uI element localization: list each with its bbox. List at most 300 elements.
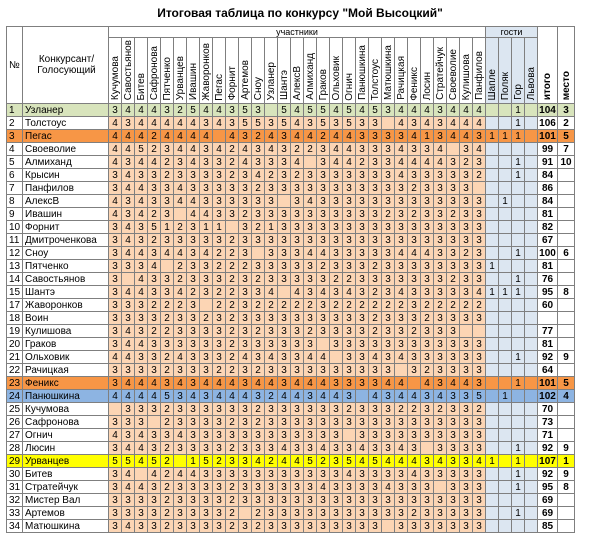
score-cell: 4 [135, 104, 148, 117]
header-judge [213, 38, 226, 104]
score-cell: 4 [200, 377, 213, 390]
score-cell: 3 [278, 338, 291, 351]
score-cell: 4 [213, 117, 226, 130]
row-total: 60 [538, 299, 558, 312]
score-cell: 3 [122, 208, 135, 221]
score-cell: 4 [434, 390, 447, 403]
score-cell: 3 [382, 104, 395, 117]
score-cell: 4 [369, 390, 382, 403]
row-number: 19 [7, 325, 23, 338]
score-cell: 4 [265, 377, 278, 390]
score-cell: 4 [226, 390, 239, 403]
score-cell: 3 [109, 507, 122, 520]
row-name: Огнич [23, 429, 109, 442]
score-cell: 3 [278, 169, 291, 182]
score-cell: 3 [356, 234, 369, 247]
row-place: 9 [558, 351, 575, 364]
score-cell: 2 [226, 494, 239, 507]
guest-score-cell: 1 [499, 195, 512, 208]
score-cell: 3 [213, 156, 226, 169]
score-cell: 4 [291, 156, 304, 169]
score-cell: 3 [343, 312, 356, 325]
guest-score-cell [512, 364, 525, 377]
score-cell: 3 [200, 156, 213, 169]
score-cell: 3 [265, 468, 278, 481]
score-cell: 3 [473, 442, 486, 455]
score-cell: 3 [408, 494, 421, 507]
score-cell: 3 [148, 351, 161, 364]
score-cell: 3 [278, 429, 291, 442]
row-place: 10 [558, 156, 575, 169]
header-judge [148, 38, 161, 104]
score-cell: 2 [382, 299, 395, 312]
score-cell: 3 [278, 182, 291, 195]
guest-score-cell [486, 494, 499, 507]
header-judge [304, 38, 317, 104]
header-judge [252, 38, 265, 104]
score-cell: 3 [343, 338, 356, 351]
score-cell: 4 [278, 442, 291, 455]
score-cell: 4 [421, 377, 434, 390]
score-cell: 3 [330, 468, 343, 481]
score-cell: 3 [395, 520, 408, 533]
score-cell: 3 [317, 221, 330, 234]
score-cell: 4 [304, 247, 317, 260]
row-name: Своеволие [23, 143, 109, 156]
score-cell: 3 [148, 286, 161, 299]
header-guest [525, 38, 538, 104]
score-cell: 2 [174, 104, 187, 117]
score-cell: 3 [278, 130, 291, 143]
header-judge [317, 38, 330, 104]
score-cell: 3 [135, 364, 148, 377]
score-cell: 3 [473, 481, 486, 494]
header-judge-label: Своеволие [447, 49, 459, 101]
score-cell: 4 [135, 286, 148, 299]
header-judge [395, 38, 408, 104]
score-cell: 3 [304, 429, 317, 442]
score-cell: 3 [239, 286, 252, 299]
score-cell: 3 [330, 312, 343, 325]
guest-score-cell [525, 169, 538, 182]
score-cell: 3 [356, 286, 369, 299]
score-cell: 3 [434, 221, 447, 234]
score-cell: 3 [278, 325, 291, 338]
row-number: 22 [7, 364, 23, 377]
table-row [7, 377, 575, 390]
score-cell: 4 [343, 143, 356, 156]
score-cell: 3 [200, 234, 213, 247]
row-total: 81 [538, 338, 558, 351]
row-name: АлексВ [23, 195, 109, 208]
score-cell: 2 [226, 442, 239, 455]
guest-score-cell [486, 104, 499, 117]
score-cell: 3 [382, 442, 395, 455]
score-cell: 2 [317, 455, 330, 468]
score-cell: 3 [395, 507, 408, 520]
score-cell: 3 [213, 195, 226, 208]
score-cell: 3 [460, 182, 473, 195]
score-cell: 3 [434, 273, 447, 286]
score-cell: 3 [473, 221, 486, 234]
score-cell: 3 [122, 364, 135, 377]
score-cell: 2 [161, 494, 174, 507]
score-cell: 3 [252, 494, 265, 507]
score-cell: 3 [213, 338, 226, 351]
score-cell: 4 [395, 156, 408, 169]
score-cell: 3 [317, 195, 330, 208]
table-row [7, 494, 575, 507]
guest-score-cell [525, 468, 538, 481]
score-cell: 3 [356, 481, 369, 494]
score-cell: 2 [174, 221, 187, 234]
score-cell: 3 [356, 130, 369, 143]
row-total: 71 [538, 429, 558, 442]
row-total: 69 [538, 507, 558, 520]
score-cell: 3 [317, 364, 330, 377]
score-cell: 3 [447, 481, 460, 494]
score-cell: 3 [473, 195, 486, 208]
score-cell: 4 [122, 351, 135, 364]
score-cell: 3 [395, 221, 408, 234]
guest-score-cell [499, 481, 512, 494]
guest-score-cell [525, 520, 538, 533]
row-total: 85 [538, 520, 558, 533]
score-cell: 3 [200, 416, 213, 429]
guest-score-cell [512, 208, 525, 221]
header-judge [278, 38, 291, 104]
score-cell: 4 [161, 117, 174, 130]
score-cell: 3 [122, 429, 135, 442]
score-cell: 3 [226, 195, 239, 208]
score-cell: 3 [213, 234, 226, 247]
score-cell: 3 [382, 234, 395, 247]
guest-score-cell [486, 221, 499, 234]
score-cell: 4 [447, 377, 460, 390]
table-row [7, 403, 575, 416]
score-cell: 3 [460, 260, 473, 273]
score-cell: 3 [356, 325, 369, 338]
row-name: Панфилов [23, 182, 109, 195]
score-cell: 3 [174, 520, 187, 533]
score-cell: 2 [213, 260, 226, 273]
score-cell: 3 [239, 273, 252, 286]
guest-score-cell [512, 195, 525, 208]
score-cell: 3 [187, 481, 200, 494]
score-cell: 3 [343, 351, 356, 364]
results-table [6, 26, 575, 533]
score-cell: 4 [122, 143, 135, 156]
score-cell: 3 [356, 403, 369, 416]
score-cell: 2 [382, 208, 395, 221]
row-number: 10 [7, 221, 23, 234]
score-cell [148, 416, 161, 429]
score-cell: 3 [473, 364, 486, 377]
score-cell: 5 [304, 104, 317, 117]
header-judge [200, 38, 213, 104]
score-cell: 3 [317, 507, 330, 520]
score-cell: 3 [252, 260, 265, 273]
guest-score-cell [525, 338, 538, 351]
guest-score-cell [486, 351, 499, 364]
score-cell: 4 [473, 104, 486, 117]
score-cell: 3 [369, 130, 382, 143]
score-cell: 3 [356, 416, 369, 429]
score-cell: 3 [460, 507, 473, 520]
score-cell: 4 [408, 390, 421, 403]
score-cell: 2 [434, 403, 447, 416]
score-cell: 3 [252, 442, 265, 455]
score-cell: 3 [343, 234, 356, 247]
guest-score-cell [486, 481, 499, 494]
row-total: 99 [538, 143, 558, 156]
score-cell: 4 [109, 156, 122, 169]
score-cell: 4 [122, 234, 135, 247]
score-cell: 3 [265, 507, 278, 520]
score-cell: 3 [239, 416, 252, 429]
guest-score-cell [525, 312, 538, 325]
score-cell: 3 [434, 247, 447, 260]
score-cell: 2 [226, 416, 239, 429]
row-place: 4 [558, 390, 575, 403]
score-cell: 2 [291, 299, 304, 312]
guest-score-cell [499, 156, 512, 169]
guest-score-cell [486, 520, 499, 533]
score-cell: 4 [395, 286, 408, 299]
guest-score-cell [499, 104, 512, 117]
score-cell: 4 [317, 390, 330, 403]
score-cell: 3 [421, 494, 434, 507]
score-cell: 3 [109, 312, 122, 325]
score-cell: 2 [239, 208, 252, 221]
score-cell: 3 [356, 221, 369, 234]
score-cell: 4 [174, 468, 187, 481]
score-cell: 3 [174, 169, 187, 182]
score-cell: 3 [252, 234, 265, 247]
row-name: Граков [23, 338, 109, 351]
score-cell: 3 [408, 117, 421, 130]
score-cell: 4 [395, 442, 408, 455]
score-cell: 3 [317, 468, 330, 481]
score-cell: 3 [408, 221, 421, 234]
score-cell: 3 [473, 208, 486, 221]
row-number: 34 [7, 520, 23, 533]
row-total: 81 [538, 260, 558, 273]
score-cell: 4 [109, 351, 122, 364]
score-cell: 4 [187, 208, 200, 221]
header-judge [473, 38, 486, 104]
guest-score-cell [486, 299, 499, 312]
score-cell [213, 130, 226, 143]
score-cell: 3 [382, 338, 395, 351]
score-cell: 3 [395, 325, 408, 338]
score-cell: 3 [304, 442, 317, 455]
guest-score-cell [525, 442, 538, 455]
header-judge-label: Панфилов [473, 51, 485, 101]
score-cell: 3 [135, 299, 148, 312]
score-cell: 3 [408, 169, 421, 182]
score-cell: 3 [447, 364, 460, 377]
header-guest-label: Гор [512, 84, 524, 101]
score-cell: 3 [447, 455, 460, 468]
score-cell: 3 [317, 416, 330, 429]
score-cell: 4 [135, 455, 148, 468]
score-cell: 3 [174, 312, 187, 325]
score-cell: 3 [460, 169, 473, 182]
score-cell: 3 [122, 156, 135, 169]
score-cell: 3 [330, 481, 343, 494]
score-cell: 5 [200, 455, 213, 468]
score-cell: 4 [174, 130, 187, 143]
score-cell: 3 [291, 195, 304, 208]
score-cell: 2 [369, 260, 382, 273]
score-cell: 3 [174, 156, 187, 169]
score-cell: 4 [174, 351, 187, 364]
score-cell: 3 [200, 143, 213, 156]
guest-score-cell [499, 143, 512, 156]
guest-score-cell: 1 [512, 247, 525, 260]
score-cell: 3 [473, 351, 486, 364]
score-cell: 3 [356, 364, 369, 377]
score-cell: 3 [252, 312, 265, 325]
score-cell: 4 [278, 390, 291, 403]
score-cell: 3 [473, 429, 486, 442]
score-cell: 4 [421, 247, 434, 260]
score-cell: 4 [447, 130, 460, 143]
score-cell: 3 [356, 494, 369, 507]
score-cell: 2 [226, 312, 239, 325]
score-cell: 3 [187, 234, 200, 247]
score-cell: 4 [356, 104, 369, 117]
row-total: 64 [538, 364, 558, 377]
score-cell: 3 [213, 468, 226, 481]
score-cell: 4 [122, 390, 135, 403]
score-cell: 4 [122, 481, 135, 494]
score-cell: 3 [317, 325, 330, 338]
score-cell: 3 [317, 403, 330, 416]
score-cell: 2 [226, 325, 239, 338]
score-cell: 3 [239, 520, 252, 533]
score-cell: 3 [174, 403, 187, 416]
score-cell: 2 [473, 403, 486, 416]
row-name: Пятченко [23, 260, 109, 273]
score-cell: 2 [213, 455, 226, 468]
score-cell: 3 [200, 273, 213, 286]
score-cell: 3 [343, 364, 356, 377]
score-cell: 3 [330, 442, 343, 455]
guest-score-cell [525, 286, 538, 299]
score-cell: 3 [421, 325, 434, 338]
score-cell: 3 [395, 195, 408, 208]
score-cell: 3 [369, 481, 382, 494]
score-cell: 3 [460, 195, 473, 208]
score-cell: 3 [252, 429, 265, 442]
guest-score-cell: 1 [512, 442, 525, 455]
header-judge-label: Битев [135, 72, 147, 101]
score-cell: 2 [395, 403, 408, 416]
row-number: 4 [7, 143, 23, 156]
score-cell: 3 [330, 455, 343, 468]
score-cell: 5 [109, 455, 122, 468]
score-cell: 3 [174, 390, 187, 403]
score-cell: 4 [304, 130, 317, 143]
score-cell [174, 455, 187, 468]
score-cell: 3 [239, 312, 252, 325]
row-number: 17 [7, 299, 23, 312]
score-cell: 4 [174, 143, 187, 156]
score-cell: 2 [317, 260, 330, 273]
score-cell: 2 [226, 156, 239, 169]
score-cell: 4 [304, 377, 317, 390]
guest-score-cell: 1 [486, 260, 499, 273]
score-cell: 3 [356, 338, 369, 351]
row-place: 6 [558, 247, 575, 260]
score-cell: 3 [304, 117, 317, 130]
score-cell: 2 [161, 507, 174, 520]
score-cell: 2 [252, 130, 265, 143]
row-name: Урванцев [23, 455, 109, 468]
score-cell: 3 [473, 507, 486, 520]
header-judge-label: Огнич [343, 72, 355, 101]
score-cell: 3 [174, 507, 187, 520]
score-cell: 3 [187, 273, 200, 286]
row-number: 23 [7, 377, 23, 390]
score-cell: 3 [278, 273, 291, 286]
score-cell: 3 [187, 416, 200, 429]
table-row [7, 208, 575, 221]
score-cell: 3 [460, 143, 473, 156]
row-place: 8 [558, 481, 575, 494]
score-cell: 3 [226, 455, 239, 468]
header-judge [226, 38, 239, 104]
score-cell: 2 [252, 273, 265, 286]
score-cell: 3 [382, 494, 395, 507]
guest-score-cell [525, 156, 538, 169]
score-cell: 3 [382, 182, 395, 195]
score-cell: 3 [382, 260, 395, 273]
score-cell: 4 [239, 351, 252, 364]
row-name: Рачицкая [23, 364, 109, 377]
score-cell: 3 [122, 195, 135, 208]
score-cell: 3 [304, 260, 317, 273]
score-cell: 3 [304, 338, 317, 351]
score-cell: 3 [187, 299, 200, 312]
header-judge [330, 38, 343, 104]
score-cell: 2 [226, 338, 239, 351]
score-cell: 3 [369, 195, 382, 208]
score-cell: 3 [395, 468, 408, 481]
score-cell: 4 [291, 286, 304, 299]
score-cell: 3 [265, 442, 278, 455]
guest-score-cell [525, 455, 538, 468]
score-cell: 3 [291, 325, 304, 338]
score-cell: 2 [265, 169, 278, 182]
score-cell: 3 [174, 442, 187, 455]
score-cell: 3 [434, 429, 447, 442]
score-cell: 3 [330, 234, 343, 247]
score-cell: 4 [408, 455, 421, 468]
score-cell: 4 [122, 286, 135, 299]
row-number: 15 [7, 286, 23, 299]
score-cell [122, 273, 135, 286]
score-cell: 3 [200, 442, 213, 455]
row-total: 70 [538, 403, 558, 416]
score-cell: 5 [317, 104, 330, 117]
table-row [7, 429, 575, 442]
guest-score-cell [512, 520, 525, 533]
row-number: 24 [7, 390, 23, 403]
score-cell: 2 [213, 299, 226, 312]
